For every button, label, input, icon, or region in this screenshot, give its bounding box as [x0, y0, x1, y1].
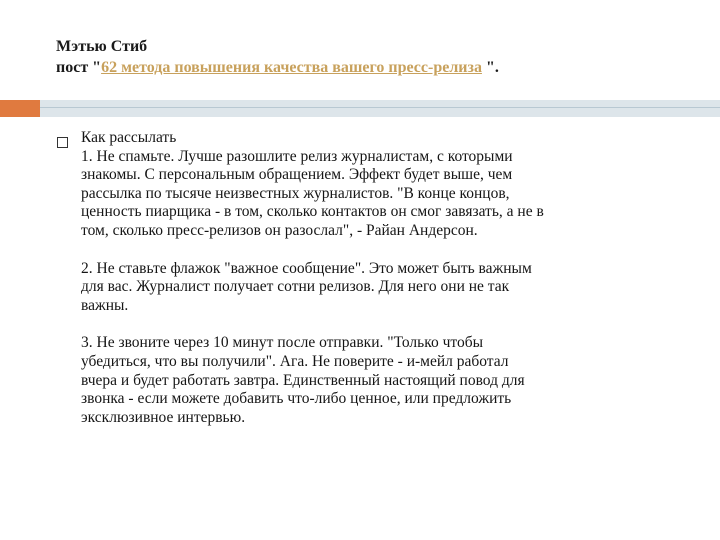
slide-body	[81, 129, 701, 427]
paragraph-spacer	[81, 315, 701, 334]
post-prefix: пост "	[56, 59, 102, 76]
blue-divider-bar	[40, 100, 720, 117]
tip-paragraph-1: 1. Не спамьте. Лучше разошлите релиз журналистам, с которыми знакомы. С персональным обращением. Эффект будет выше, чем рассылка по тысяче неизвестных журналистов. "В конце концов, ценность пиарщика - в том, сколько контактов он смог завязать, а не в том, сколько пресс-релизов он разослал", - Райан Андерсон.	[81, 147, 544, 239]
tip-paragraph-2: 2. Не ставьте флажок "важное сообщение". Это может быть важным для вас. Журналист получает сотни релизов. Для него они не так важны.	[81, 259, 532, 314]
post-title-link[interactable]: 62 метода повышения качества вашего пресс-релиза	[101, 59, 482, 76]
slide-title	[56, 36, 696, 78]
post-suffix: ".	[481, 59, 499, 76]
author-name: Мэтью Стиб	[56, 38, 148, 55]
orange-accent-bar	[0, 100, 40, 117]
post-reference	[56, 57, 696, 78]
paragraph-spacer	[81, 241, 701, 260]
section-heading: Как рассылать	[81, 129, 177, 146]
square-bullet-icon	[57, 137, 68, 148]
tip-paragraph-3: 3. Не звоните через 10 минут после отправки. "Только чтобы убедиться, что вы получили". Ага. Не поверите - и-мейл работал вчера и будет работать завтра. Единственный настоящий повод для звонка - если можете добавить что-либо ценное, или предложить эксклюзивное интервью.	[81, 334, 525, 426]
